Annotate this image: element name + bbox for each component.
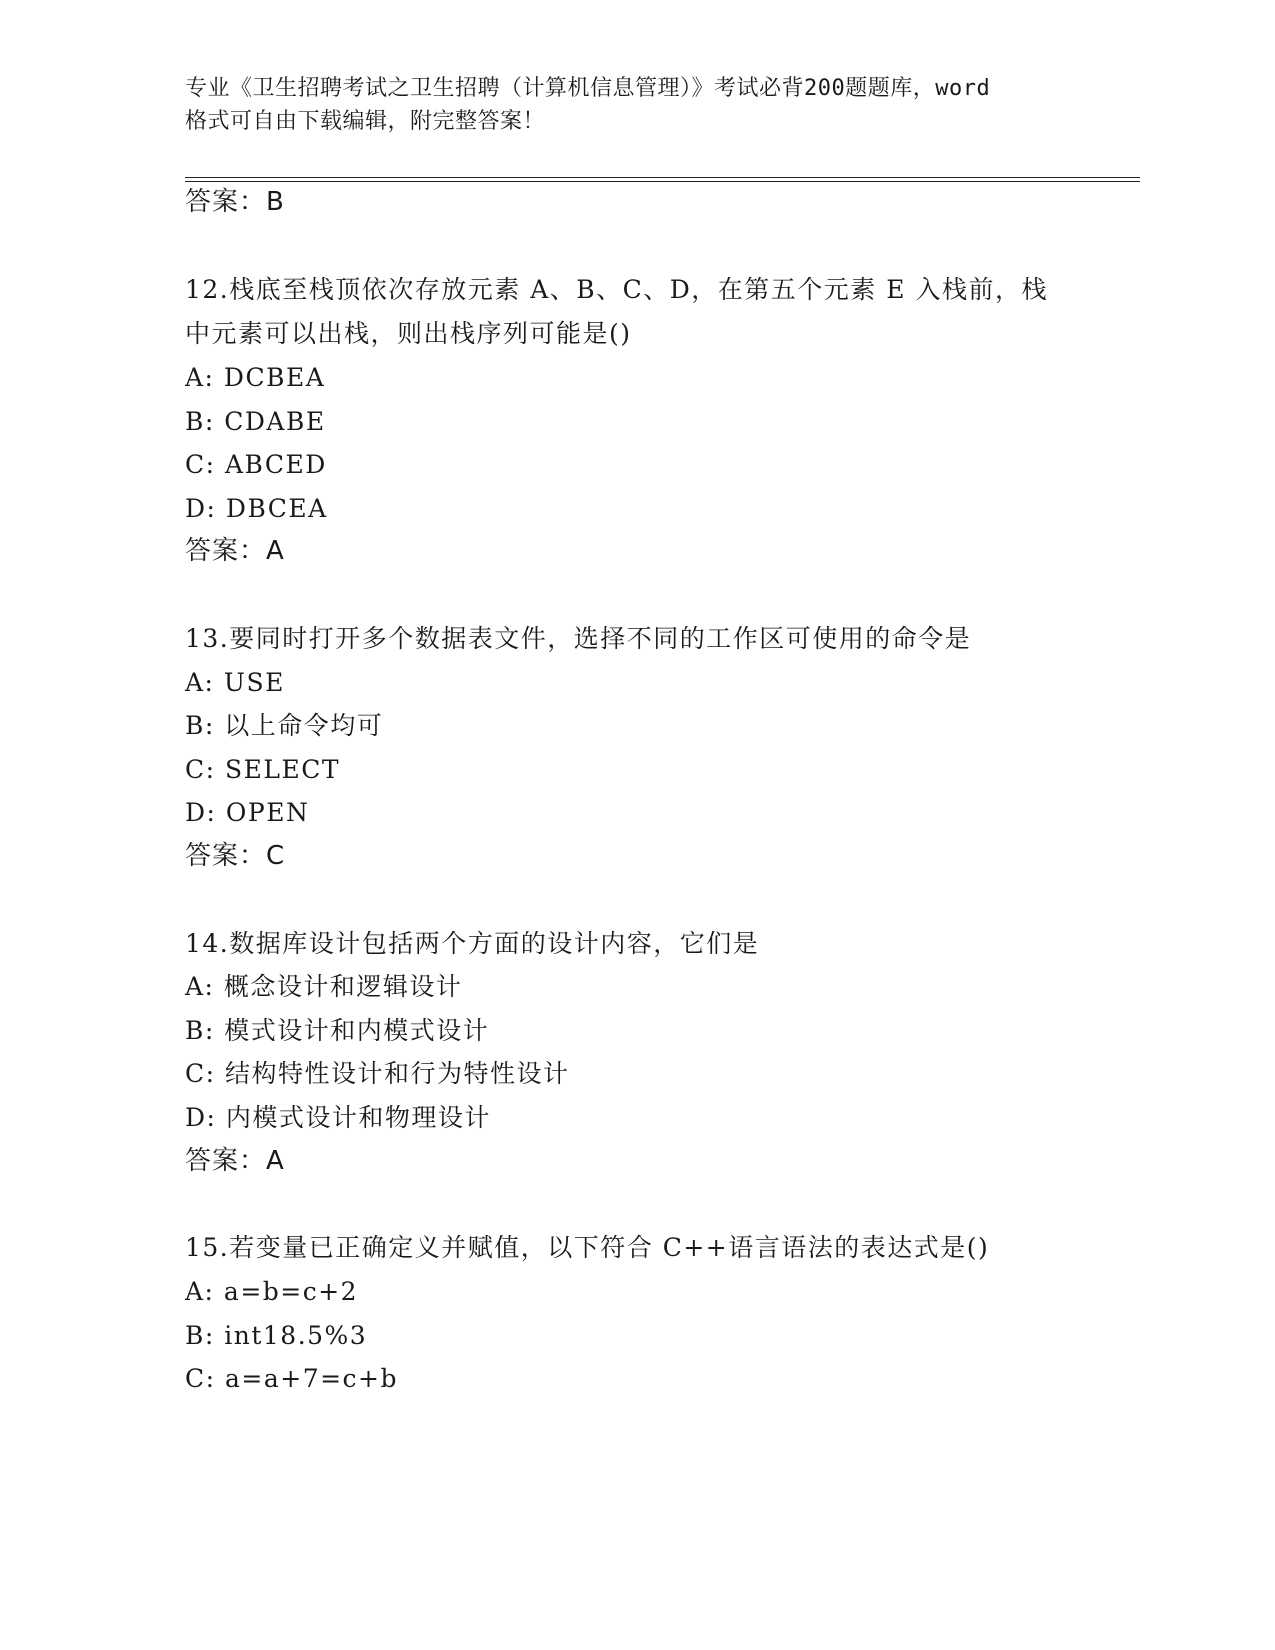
question-12-answer: 答案：A [185, 536, 285, 566]
question-12-option-c: C: ABCED [185, 450, 327, 479]
header-line-2: 格式可自由下载编辑，附完整答案！ [185, 109, 546, 134]
question-14-answer: 答案：A [185, 1146, 285, 1176]
question-15-option-a: A: a=b=c+2 [185, 1277, 359, 1306]
question-13-answer: 答案：C [185, 841, 286, 871]
question-14-option-d: D: 内模式设计和物理设计 [185, 1103, 491, 1132]
question-12-title-line-2: 中元素可以出栈，则出栈序列可能是() [185, 319, 632, 348]
document-header [185, 72, 1085, 138]
question-13-option-d: D: OPEN [185, 798, 310, 827]
question-12-option-d: D: DBCEA [185, 494, 328, 523]
question-15-option-b: B: int18.5%3 [185, 1321, 368, 1350]
header-divider-top [185, 177, 1140, 178]
prev-answer: 答案：B [185, 187, 285, 217]
question-13-option-a: A: USE [185, 668, 285, 697]
header-line-1: 专业《卫生招聘考试之卫生招聘（计算机信息管理）》考试必背200题题库，word [185, 76, 991, 101]
question-12-option-b: B: CDABE [185, 407, 326, 436]
question-15-option-c: C: a=a+7=c+b [185, 1364, 399, 1393]
question-13-option-c: C: SELECT [185, 755, 341, 784]
question-13-title: 13.要同时打开多个数据表文件，选择不同的工作区可使用的命令是 [185, 624, 972, 653]
question-13-option-b: B: 以上命令均可 [185, 711, 384, 740]
question-12-title-line-1: 12.栈底至栈顶依次存放元素 A、B、C、D，在第五个元素 E 入栈前，栈 [185, 275, 1048, 304]
question-14-option-b: B: 模式设计和内模式设计 [185, 1016, 490, 1045]
question-12-option-a: A: DCBEA [185, 363, 326, 392]
question-15-title: 15.若变量已正确定义并赋值，以下符合 C++语言语法的表达式是() [185, 1233, 990, 1262]
header-divider-bottom [185, 181, 1140, 182]
question-14-option-c: C: 结构特性设计和行为特性设计 [185, 1059, 570, 1088]
question-14-option-a: A: 概念设计和逻辑设计 [185, 972, 463, 1001]
question-14-title: 14.数据库设计包括两个方面的设计内容，它们是 [185, 929, 760, 958]
